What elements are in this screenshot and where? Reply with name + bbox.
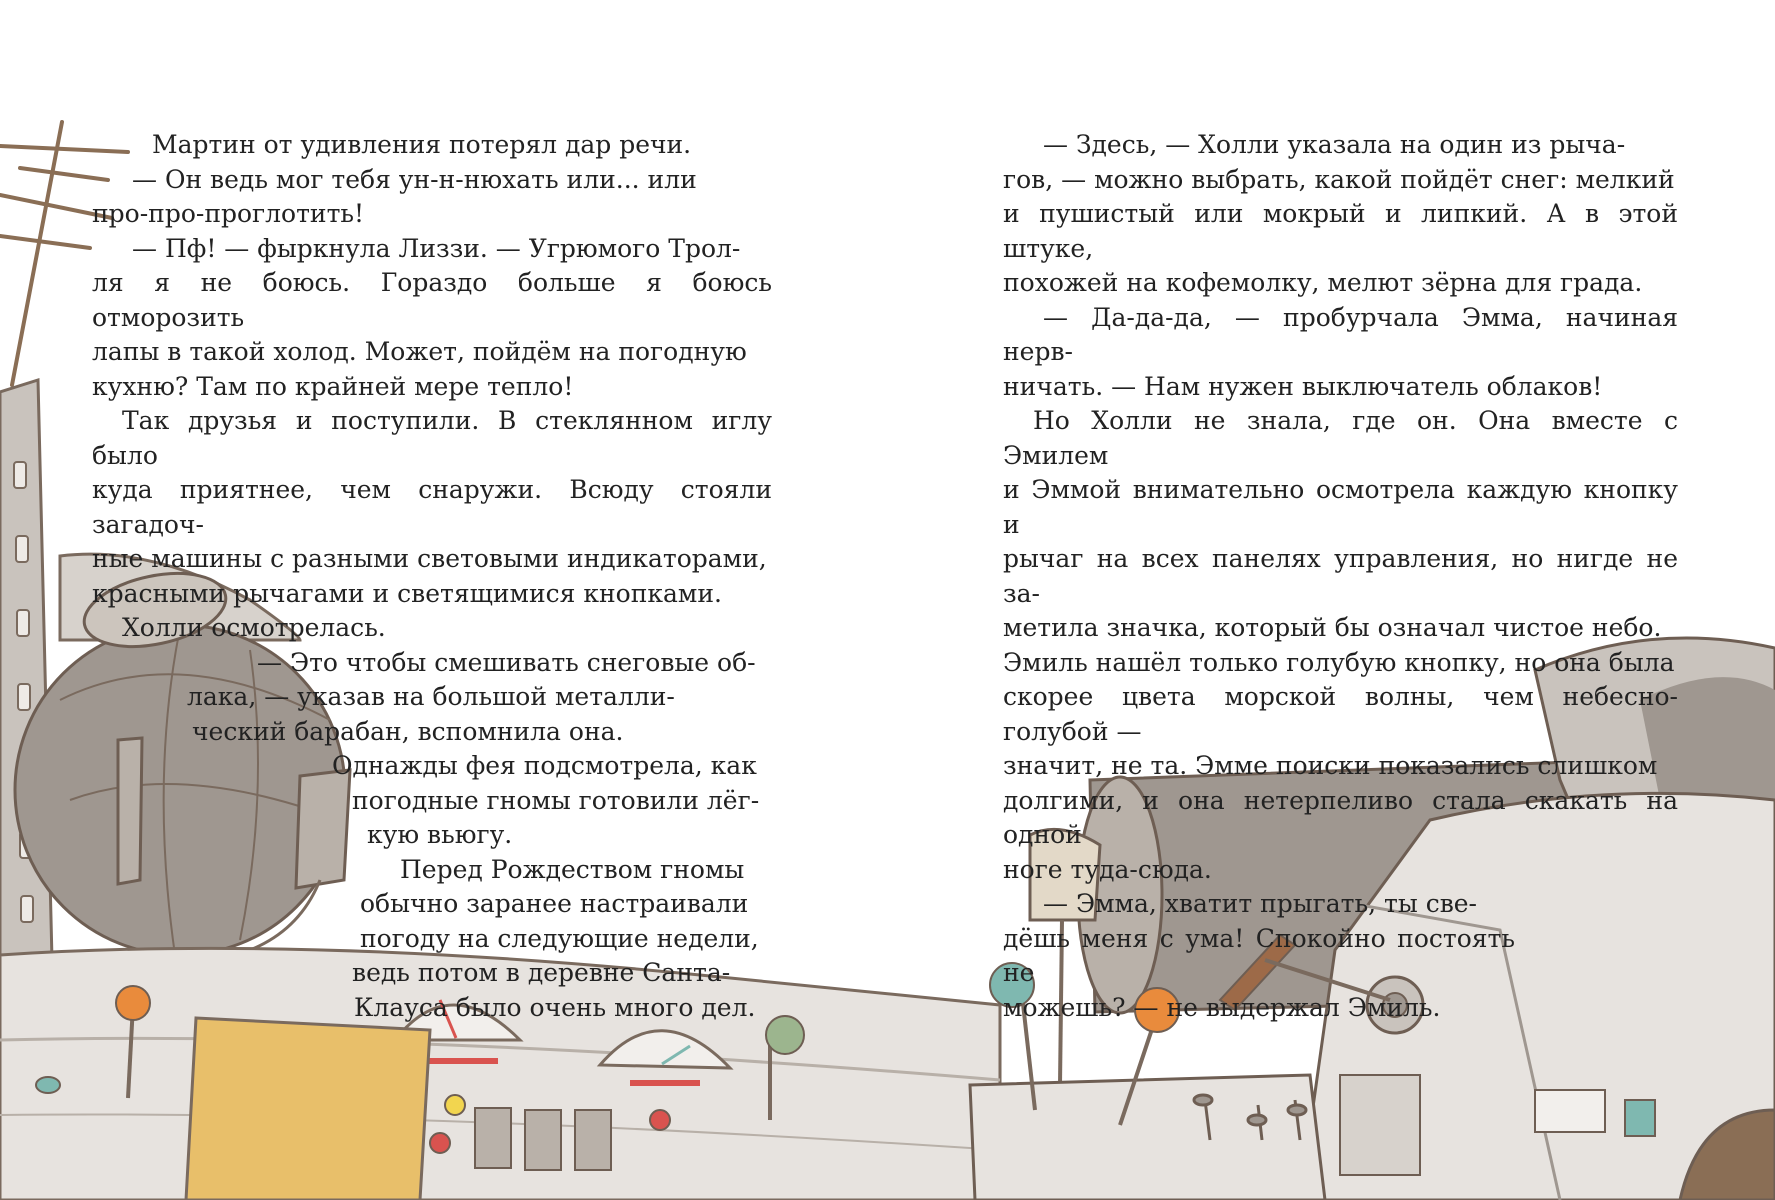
- text-line: дёшь меня с ума! Спокойно постоять не: [1003, 923, 1515, 987]
- right-page-text: [1003, 128, 1678, 1025]
- text-line: — Эмма, хватит прыгать, ты све-: [1043, 889, 1478, 918]
- text-line: и Эммой внимательно осмотрела каждую кнопку и: [1003, 475, 1678, 539]
- paragraph: [1003, 404, 1678, 887]
- text-line: лапы в такой холод. Может, пойдём на погодную: [92, 337, 747, 366]
- text-line: лака, — указав на большой металли-: [187, 682, 675, 711]
- text-line: — Здесь, — Холли указала на один из рыча-: [1043, 130, 1626, 159]
- text-line: ноге туда-сюда.: [1003, 854, 1212, 884]
- text-line: метила значка, который бы означал чистое небо.: [1003, 613, 1662, 642]
- text-line: Однажды фея подсмотрела, как: [332, 751, 757, 780]
- paragraph: [92, 611, 772, 646]
- text-line: Клауса было очень много дел.: [354, 992, 756, 1022]
- text-line: долгими, и она нетерпеливо стала скакать на одной: [1003, 785, 1678, 849]
- text-line: обычно заранее настраивали: [360, 889, 749, 918]
- text-line: и пушистый или мокрый и липкий. А в этой штуке,: [1003, 199, 1678, 263]
- text-line: про-про-проглотить!: [92, 199, 365, 228]
- yellow-sign-icon: [186, 1018, 430, 1200]
- paragraph: [92, 232, 772, 405]
- text-line: гов, — можно выбрать, какой пойдёт снег: мелкий: [1003, 164, 1675, 194]
- text-line: ля я не боюсь. Гораздо больше я боюсь отморозить: [92, 268, 772, 332]
- text-line: рычаг на всех панелях управления, но нигде не за-: [1003, 544, 1678, 608]
- text-line: — Да-да-да, — пробурчала Эмма, начиная нерв-: [1003, 302, 1678, 366]
- paragraph: [352, 853, 772, 1026]
- paragraph: [92, 128, 772, 163]
- paragraph: [187, 646, 772, 853]
- text-line: Мартин от удивления потерял дар речи.: [152, 130, 692, 159]
- paragraph: [1003, 887, 1515, 1025]
- text-line: погоду на следующие недели,: [360, 923, 759, 953]
- left-page-text: [92, 128, 772, 1025]
- text-line: — Он ведь мог тебя ун-н-нюхать или... или: [132, 164, 697, 194]
- text-line: ные машины с разными световыми индикаторами,: [92, 544, 767, 573]
- text-line: — Это чтобы смешивать снеговые об-: [257, 647, 756, 677]
- text-line: кую вьюгу.: [367, 820, 513, 849]
- text-line: Холли осмотрелась.: [122, 613, 386, 642]
- text-line: куда приятнее, чем снаружи. Всюду стояли загадоч-: [92, 475, 772, 539]
- text-line: значит, не та. Эмме поиски показались слишком: [1003, 751, 1658, 780]
- paragraph: [1003, 128, 1678, 301]
- text-line: ческий барабан, вспомнила она.: [192, 716, 624, 746]
- text-line: кухню? Там по крайней мере тепло!: [92, 371, 574, 401]
- text-line: красными рычагами и светящимися кнопками.: [92, 578, 722, 608]
- text-line: Эмиль нашёл только голубую кнопку, но она была: [1003, 647, 1675, 677]
- text-line: Так друзья и поступили. В стеклянном иглу было: [92, 406, 772, 470]
- text-line: можешь? — не выдержал Эмиль.: [1003, 992, 1441, 1022]
- text-line: Но Холли не знала, где он. Она вместе с Эмилем: [1003, 406, 1678, 470]
- text-line: — Пф! — фыркнула Лиззи. — Угрюмого Трол-: [132, 233, 741, 263]
- paragraph: [92, 404, 772, 611]
- paragraph: [1003, 301, 1678, 405]
- text-line: Перед Рождеством гномы: [400, 854, 745, 884]
- text-line: ведь потом в деревне Санта-: [352, 958, 731, 987]
- text-line: ничать. — Нам нужен выключатель облаков!: [1003, 371, 1603, 401]
- text-line: погодные гномы готовили лёг-: [352, 785, 760, 815]
- paragraph: [92, 163, 772, 232]
- text-line: похожей на кофемолку, мелют зёрна для града.: [1003, 268, 1643, 297]
- text-line: скорее цвета морской волны, чем небесно-голубой —: [1003, 682, 1678, 746]
